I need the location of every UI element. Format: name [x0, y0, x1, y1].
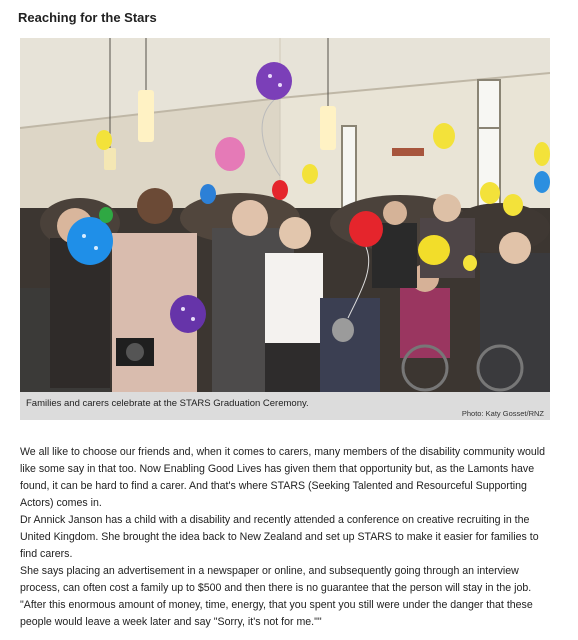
- caption-bar: [20, 392, 550, 420]
- article-photo: [20, 38, 550, 392]
- image-caption: Families and carers celebrate at the STARS Graduation Ceremony.: [26, 398, 309, 409]
- article-paragraph-2: Dr Annick Janson has a child with a disability and recently attended a conference on creative recruiting in the United Kingdom. She brought the idea back to New Zealand and set up STARS to make it easier for families to find carers.: [20, 514, 539, 560]
- celebration-photo-illustration: [20, 38, 550, 392]
- image-credit: Photo: Katy Gosset/RNZ: [461, 409, 544, 418]
- article-body: [20, 444, 555, 631]
- article-title: Reaching for the Stars: [18, 10, 157, 25]
- article-figure: [20, 38, 550, 420]
- article-paragraph-1: We all like to choose our friends and, when it comes to carers, many members of the disability community would like some say in that too. Now Enabling Good Lives has given them that opportunity but, as the Lamonts have found, it can be hard to find a carer. And that's where STARS (Seeking Talented and Resourceful Supporting Actors) comes in.: [20, 446, 546, 509]
- article-paragraph-3: She says placing an advertisement in a newspaper or online, and subsequently going through an interview process, can often cost a family up to $500 and then there is no guarantee that the person will stay in the job. "After this enormous amount of money, time, energy, that you spent you still were under the danger that these people would leave a week later and say "Sorry, it's not for me."": [20, 565, 533, 628]
